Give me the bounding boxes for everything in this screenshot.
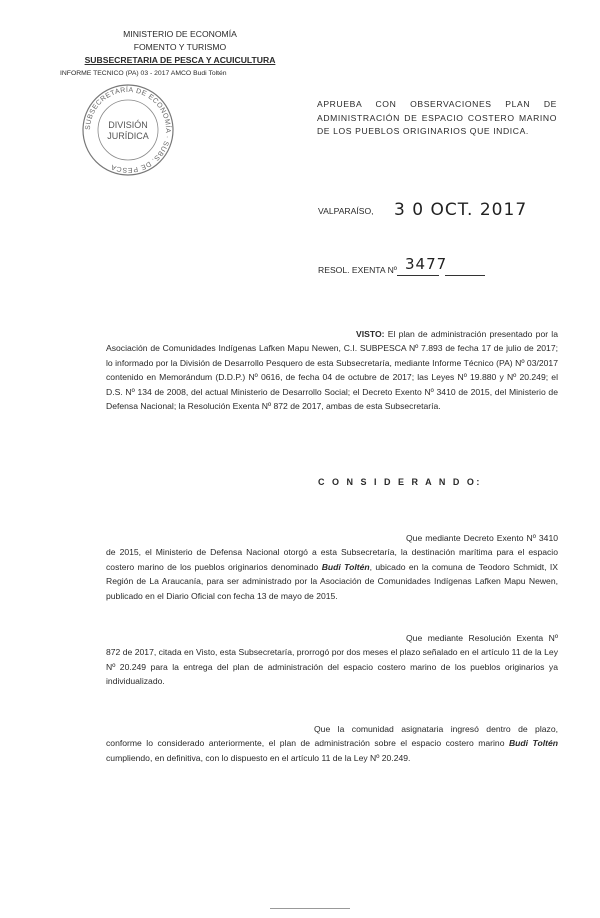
visto-heading: VISTO: (356, 329, 385, 339)
footer-rule (270, 908, 350, 909)
place-label: VALPARAÍSO, (318, 206, 374, 216)
resolution-label: RESOL. EXENTA Nº (318, 265, 397, 275)
resolution-line (318, 256, 588, 280)
stamp-ring-text: SUBSECRETARÍA DE ECONOMÍA · SUBS. DE PESCA (84, 86, 172, 174)
p1-place-name: Budi Toltén (321, 561, 370, 572)
number-underline-1 (397, 275, 439, 276)
considerando-paragraph-2 (106, 631, 558, 689)
report-reference: INFORME TECNICO (PA) 03 - 2017 AMCO Budi Toltén (60, 70, 227, 77)
subsecretaria-name: SUBSECRETARIA DE PESCA Y ACUICULTURA (84, 55, 276, 65)
p1-text-b: , ubicado en la comuna de Teodoro Schmidt, IX Región de La Araucanía, para ser administrado por la Asociación de Comunidades Indígenas Lafken Mapu Newen, publicado en el Diario Oficial con fecha 13 de mayo de 2015. (106, 561, 558, 601)
letterhead (60, 28, 300, 80)
visto-paragraph (106, 327, 558, 413)
date-line (318, 200, 578, 222)
number-underline-2 (445, 275, 485, 276)
p3-place-name: Budi Toltén (508, 738, 558, 749)
stamp-center-line1: DIVISIÓN (108, 120, 148, 130)
considerando-paragraph-3 (106, 722, 558, 765)
division-juridica-stamp (80, 82, 176, 178)
considerando-heading: C O N S I D E R A N D O: (318, 477, 482, 487)
resolution-number: 3477 (405, 255, 448, 273)
ministry-subtitle: FOMENTO Y TURISMO (133, 42, 227, 52)
date-stamp: 3 0 OCT. 2017 (394, 200, 528, 220)
stamp-center-line2: JURÍDICA (107, 131, 149, 141)
p2-text: Que mediante Resolución Exenta Nº 872 de 2017, citada en Visto, esta Subsecretaría, prorrogó por dos meses el plazo señalado en el artículo 11 de la Ley Nº 20.249 para la entrega del plan de administración del espacio costero marino de los pueblos originarios ya individualizado. (106, 633, 558, 687)
ministry-name: MINISTERIO DE ECONOMÍA (123, 29, 237, 39)
visto-text: El plan de administración presentado por la Asociación de Comunidades Indígenas Lafken Mapu Newen, C.I. SUBPESCA Nº 7.893 de fecha 17 de julio de 2017; lo informado por la División de Desarrollo Pesquero de esta Subsecretaría, mediante Informe Técnico (PA) Nº 03/2017 contenido en Memorándum (D.D.P.) Nº 0616, de fecha 04 de octubre de 2017; las Leyes Nº 19.880 y Nº 20.249; el D.S. Nº 134 de 2008, del actual Ministerio de Desarrollo Social; el Decreto Exento Nº 3410 de 2015, del Ministerio de Defensa Nacional; la Resolución Exenta Nº 872 de 2017, ambas de esta Subsecretaría. (106, 329, 558, 412)
p3-text-a: Que la comunidad asignataria ingresó dentro de plazo, conforme lo considerado anteriormente, el plan de administración sobre el espacio costero marino (106, 724, 558, 749)
p3-text-b: cumpliendo, en definitiva, con lo dispuesto en el artículo 11 de la Ley Nº 20.249. (106, 752, 411, 763)
p1-text-a: Que mediante Decreto Exento Nº 3410 de 2015, el Ministerio de Defensa Nacional otorgó a esta Subsecretaría, la destinación marítima para el espacio costero marino de los pueblos originarios denominado (106, 533, 558, 572)
document-title: APRUEBA CON OBSERVACIONES PLAN DE ADMINISTRACIÓN DE ESPACIO COSTERO MARINO DE LOS PUEBLOS ORIGINARIOS QUE INDICA. (317, 99, 557, 136)
considerando-paragraph-1 (106, 531, 558, 603)
